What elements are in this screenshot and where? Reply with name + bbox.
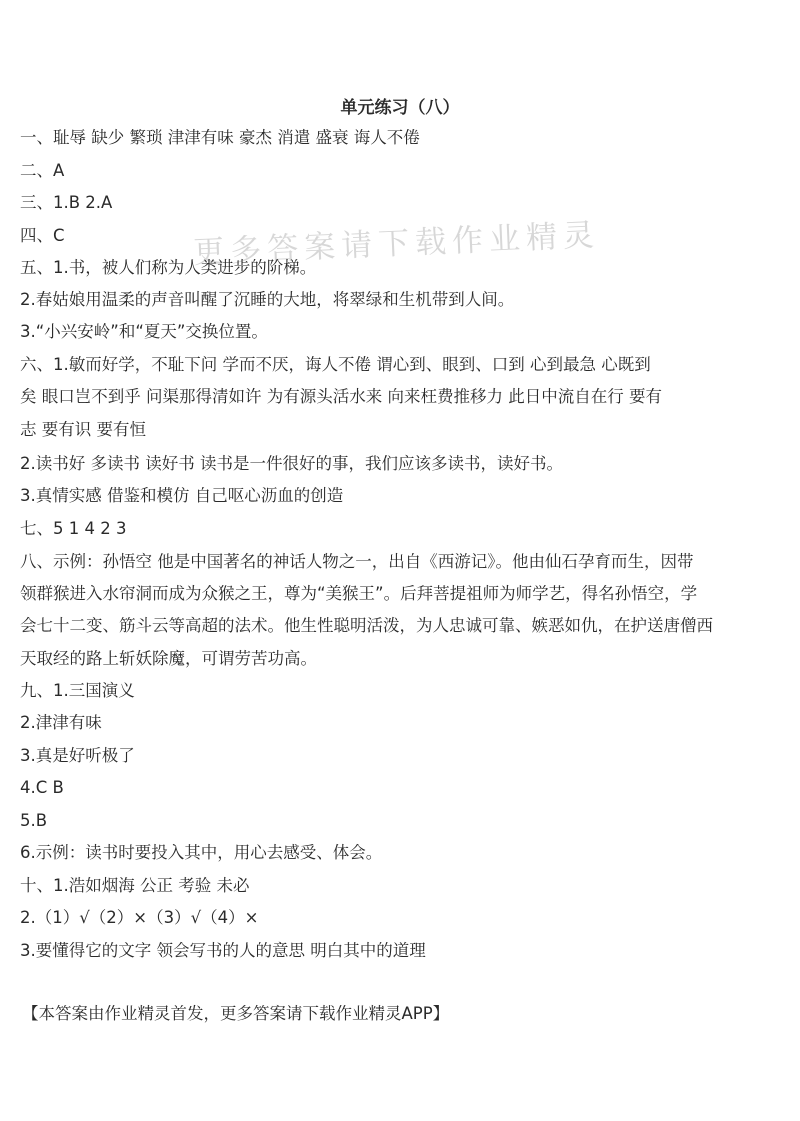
- answer-line: 一、耻辱 缺少 繁琐 津津有味 豪杰 消遣 盛衰 诲人不倦: [20, 128, 420, 147]
- answer-line: 五、1.书，被人们称为人类进步的阶梯。: [20, 258, 317, 277]
- answer-line: 四、C: [20, 226, 65, 245]
- answer-line: 3.真情实感 借鉴和模仿 自己呕心沥血的创造: [20, 486, 344, 505]
- answer-line: 八、示例：孙悟空 他是中国著名的神话人物之一，出自《西游记》。他由仙石孕育而生，因带: [20, 552, 694, 571]
- answer-line: 3.要懂得它的文字 领会写书的人的意思 明白其中的道理: [20, 941, 426, 960]
- answer-line: 3.“小兴安岭”和“夏天”交换位置。: [20, 322, 268, 341]
- answer-line: 九、1.三国演义: [20, 681, 135, 700]
- answer-line: 6.示例：读书时要投入其中，用心去感受、体会。: [20, 843, 383, 862]
- answer-line: 七、5 1 4 2 3: [20, 519, 127, 538]
- answer-line: 二、A: [20, 161, 65, 180]
- answer-line: 2.春姑娘用温柔的声音叫醒了沉睡的大地，将翠绿和生机带到人间。: [20, 290, 515, 309]
- footer-note: 【本答案由作业精灵首发，更多答案请下载作业精灵APP】: [22, 1004, 450, 1023]
- answer-line: 志 要有识 要有恒: [20, 420, 146, 439]
- answer-line: 十、1.浩如烟海 公正 考验 未必: [20, 876, 250, 895]
- page-title: 单元练习（八）: [340, 98, 460, 118]
- answer-line: 2.读书好 多读书 读好书 读书是一件很好的事，我们应该多读书，读好书。: [20, 454, 563, 473]
- answer-line: 天取经的路上斩妖除魔，可谓劳苦功高。: [20, 649, 317, 668]
- answer-line: 5.B: [20, 811, 48, 830]
- answer-line: 会七十二变、筋斗云等高超的法术。他生性聪明活泼，为人忠诚可靠、嫉恶如仇，在护送唐僧西: [20, 616, 713, 635]
- answer-line: 4.C B: [20, 778, 64, 797]
- answer-line: 2.（1）√（2）×（3）√（4）×: [20, 908, 259, 927]
- answer-line: 矣 眼口岂不到乎 问渠那得清如许 为有源头活水来 向来枉费推移力 此日中流自在行 要有: [20, 387, 662, 406]
- answer-line: 三、1.B 2.A: [20, 193, 113, 212]
- watermark-text: 更多答案请下载作业精灵: [192, 217, 601, 271]
- answer-line: 六、1.敏而好学，不耻下问 学而不厌，诲人不倦 谓心到、眼到、口到 心到最急 心既到: [20, 355, 651, 374]
- answer-line: 领群猴进入水帘洞而成为众猴之王，尊为“美猴王”。后拜菩提祖师为师学艺，得名孙悟空，学: [20, 584, 698, 603]
- answer-line: 2.津津有味: [20, 713, 102, 732]
- answer-line: 3.真是好听极了: [20, 746, 135, 765]
